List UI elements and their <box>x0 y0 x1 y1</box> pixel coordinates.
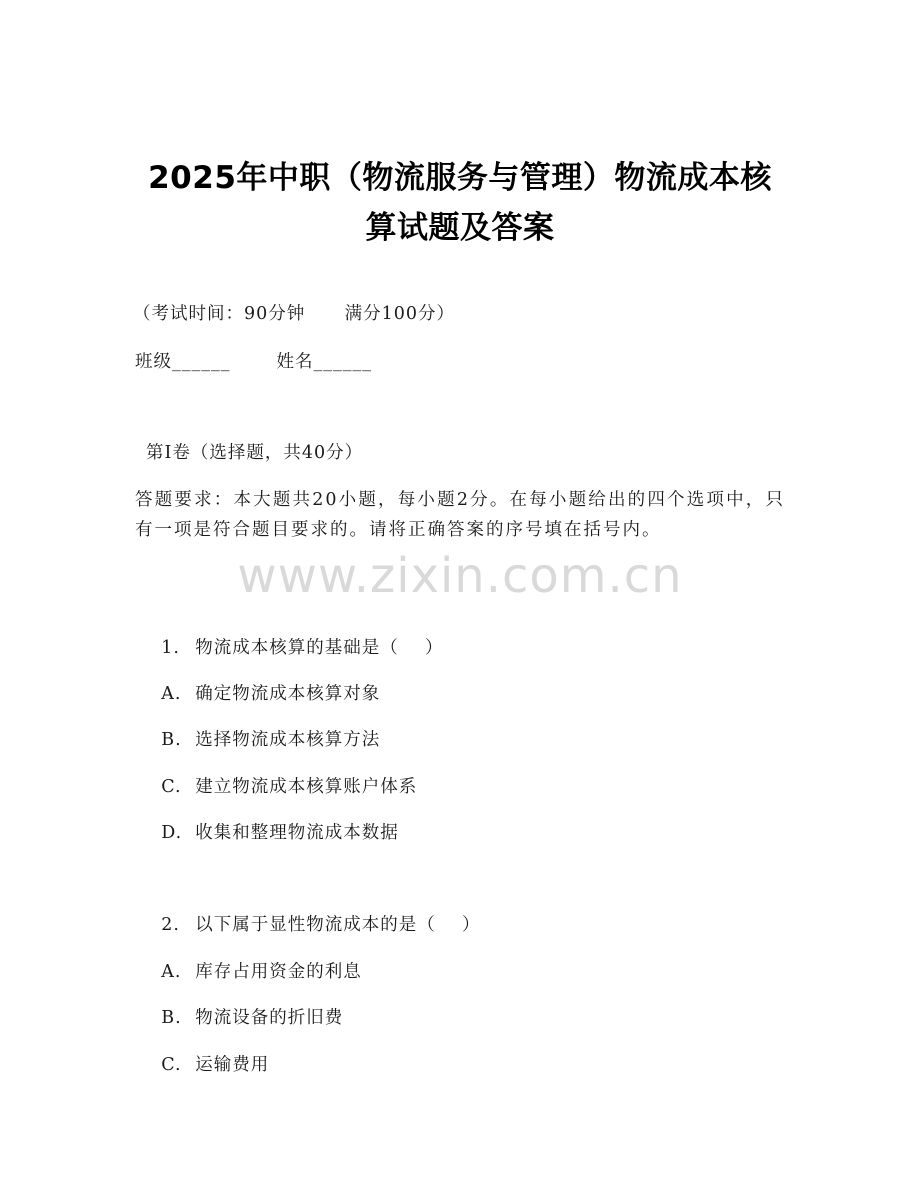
option-label: A. <box>161 684 182 704</box>
option-label: C. <box>161 1055 182 1075</box>
option-text: 建立物流成本核算账户体系 <box>195 777 418 797</box>
option-text: 物流设备的折旧费 <box>195 1008 344 1028</box>
option-text: 选择物流成本核算方法 <box>195 730 381 750</box>
instructions-paragraph: 答题要求：本大题共20小题，每小题2分。在每小题给出的四个选项中，只有一项是符合题目要求的。请将正确答案的序号填在括号内。 <box>135 490 785 540</box>
option-text: 确定物流成本核算对象 <box>195 684 381 704</box>
exam-info: （考试时间：90分钟 满分100分） <box>133 304 456 324</box>
document-title-line-2: 算试题及答案 <box>365 210 555 246</box>
watermark: www.zixin.com.cn <box>237 548 683 604</box>
option-label: A. <box>161 962 182 982</box>
question-text: 以下属于显性物流成本的是（ ） <box>195 915 481 935</box>
question-number: 2. <box>161 915 180 935</box>
option-text: 运输费用 <box>195 1055 270 1075</box>
option-text: 收集和整理物流成本数据 <box>195 823 399 843</box>
option-label: D. <box>161 823 183 843</box>
question-1-option-d <box>135 797 399 869</box>
document-title-line-1: 2025年中职（物流服务与管理）物流成本核 <box>148 160 772 196</box>
option-label: B. <box>161 730 182 750</box>
question-2-option-c <box>135 1029 269 1101</box>
option-text: 库存占用资金的利息 <box>195 962 362 982</box>
class-name-fields: 班级______ 姓名______ <box>135 352 372 372</box>
question-text: 物流成本核算的基础是（ ） <box>195 638 444 658</box>
question-number: 1. <box>161 638 180 658</box>
section-header: 第I卷（选择题，共40分） <box>146 443 364 463</box>
option-label: C. <box>161 777 182 797</box>
option-label: B. <box>161 1008 182 1028</box>
